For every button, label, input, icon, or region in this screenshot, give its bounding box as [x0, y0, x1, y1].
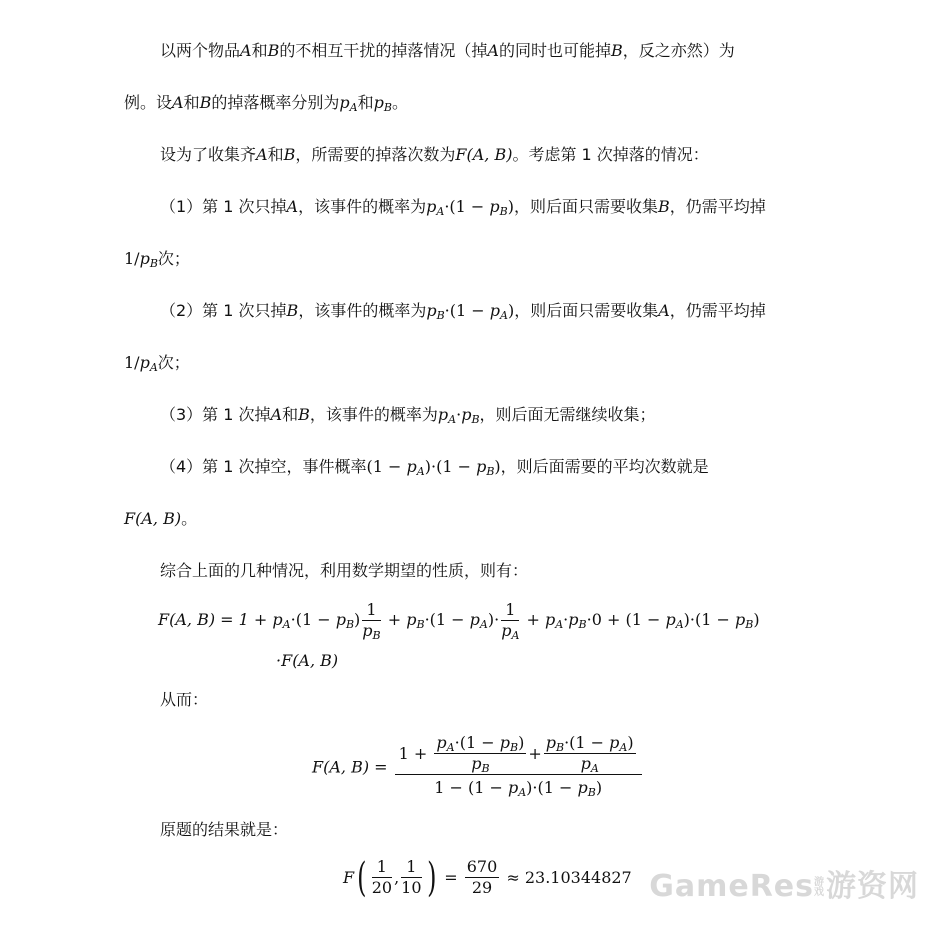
case-1: （1）第 1 次只掉A，该事件的概率为$p_A\cdot(1 - p_B)$，则后面只需要收集B，仍需平均掉	[160, 197, 766, 218]
case-3: （3）第 1 次掉A和B，该事件的概率为$p_A\cdot p_B$，则后面无需继续收集；	[160, 405, 656, 426]
right-paren: )	[426, 854, 437, 901]
equation-1: F(A, $B) = 1 + p_A\cdot(1 - p_B)$ $\frac{1}{p_B}$ + $p_B\cdot(1 - p_A)\cdot$ $\frac{1}{p_A}$ + $p_A\cdot p_B\cdot 0 + (1 - p_A)\cdot(1 - p_B)$	[158, 600, 760, 642]
summary-line: 综合上面的几种情况，利用数学期望的性质，则有：	[160, 561, 529, 580]
fraction-b: $\frac{p_B\cdot(1 - p_A)}{p_A}$	[545, 733, 634, 775]
big-fraction: 1 + $\frac{p_A\cdot(1 - p_B)}{p_B}$ + $\frac{p_B\cdot(1 - p_A)}{p_A}$ $1 - (1 - p_A)\cdot(1 - p_B)$	[395, 733, 642, 801]
equation-1-line-2: ·F(A, B)	[276, 651, 339, 670]
fraction-1-20: $\frac{1}{20}$	[371, 857, 393, 897]
intro-line-2: 例。设A和B的掉落概率分别为$p_A$和$p_B$。	[124, 93, 408, 114]
fraction-1-over-pB: $\frac{1}{p_B}$	[362, 600, 381, 642]
case-2-cont: $1/p_A$次；	[124, 353, 190, 374]
fraction-1-10: $\frac{1}{10}$	[401, 857, 422, 897]
watermark-logo: GameRes游戏游资网	[649, 869, 919, 904]
case-1-cont: $1/p_B$次；	[124, 249, 190, 270]
fraction-a: $\frac{p_A\cdot(1 - p_B)}{p_B}$	[436, 733, 525, 775]
case-2: （2）第 1 次只掉B，该事件的概率为$p_B\cdot(1 - p_A)$，则后面只需要收集A，仍需平均掉	[160, 301, 766, 322]
left-paren: (	[357, 854, 367, 901]
fraction-1-over-pA: $\frac{1}{p_A}$	[501, 600, 520, 642]
case-4: （4）第 1 次掉空，事件概率$(1 - p_A)\cdot(1 - p_B)$，则后面需要的平均次数就是	[160, 457, 709, 478]
setup-line: 设为了收集齐A和B，所需要的掉落次数为F(A, B)。考虑第 1 次掉落的情况：	[160, 145, 709, 164]
fraction-670-29: $\frac{670}{29}$	[466, 857, 498, 897]
result-label: 原题的结果就是：	[160, 820, 289, 839]
therefore-line: 从而：	[160, 690, 209, 709]
equation-2: F(A, B) = 1 + $\frac{p_A\cdot(1 - p_B)}{p_B}$ + $\frac{p_B\cdot(1 - p_A)}{p_A}$ $1 - (1 - p_A)\cdot(1 - p_B)$	[312, 733, 644, 801]
intro-line-1: 以两个物品A和B的不相互干扰的掉落情况（掉A的同时也可能掉B，反之亦然）为	[160, 41, 735, 60]
equation-3: F( $\frac{1}{20}$ , $\frac{1}{10}$ ) = $\frac{670}{29}$ ≈ 23.10344827	[343, 854, 632, 901]
case-4-cont: F(A, B)。	[124, 509, 198, 528]
